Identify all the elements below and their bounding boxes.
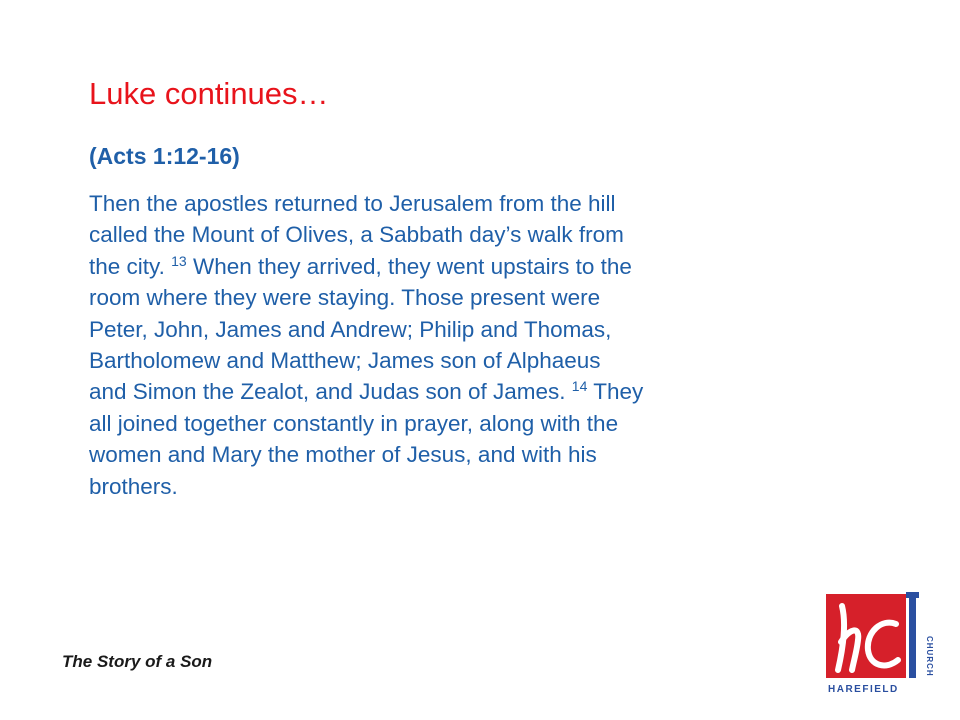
passage-text: the city. <box>89 253 172 279</box>
passage-line <box>89 471 829 502</box>
slide-title: Luke continues… <box>89 76 329 111</box>
verse-number: 14 <box>571 378 588 395</box>
logo-blue-bar <box>909 594 916 678</box>
logo-cross <box>906 592 919 598</box>
passage-line <box>89 282 829 313</box>
passage-text: Peter, John, James and Andrew; Philip and Thomas, <box>89 316 612 342</box>
passage-line <box>89 188 829 219</box>
logo-church-text: CHURCH <box>925 636 934 677</box>
passage-text: called the Mount of Olives, a Sabbath day’s walk from <box>89 222 624 248</box>
passage-line <box>89 376 829 407</box>
passage-line <box>89 314 829 345</box>
passage-text: They <box>587 379 644 405</box>
passage-text: Bartholomew and Matthew; James son of Alphaeus <box>89 348 601 374</box>
passage-line <box>89 219 829 250</box>
scripture-reference: (Acts 1:12-16) <box>89 143 240 169</box>
passage-line <box>89 345 829 376</box>
logo-harefield-text: HAREFIELD <box>828 684 899 695</box>
verse-number: 13 <box>171 252 187 269</box>
passage-text: When they arrived, they went upstairs to the <box>186 253 632 279</box>
passage-text: and Simon the Zealot, and Judas son of James. <box>89 379 572 405</box>
passage-text: Then the apostles returned to Jerusalem from the hill <box>89 191 616 216</box>
passage-text: room where they were staying. Those present were <box>89 285 601 311</box>
passage-line <box>89 251 829 282</box>
passage-text: all joined together constantly in prayer, along with the <box>89 410 619 436</box>
scripture-passage <box>89 188 829 502</box>
passage-line <box>89 439 829 470</box>
harefield-church-logo <box>826 592 938 698</box>
passage-text: women and Mary the mother of Jesus, and with his <box>89 442 597 468</box>
passage-line <box>89 408 829 439</box>
footer-series-title: The Story of a Son <box>62 652 213 671</box>
passage-text: brothers. <box>89 473 178 499</box>
